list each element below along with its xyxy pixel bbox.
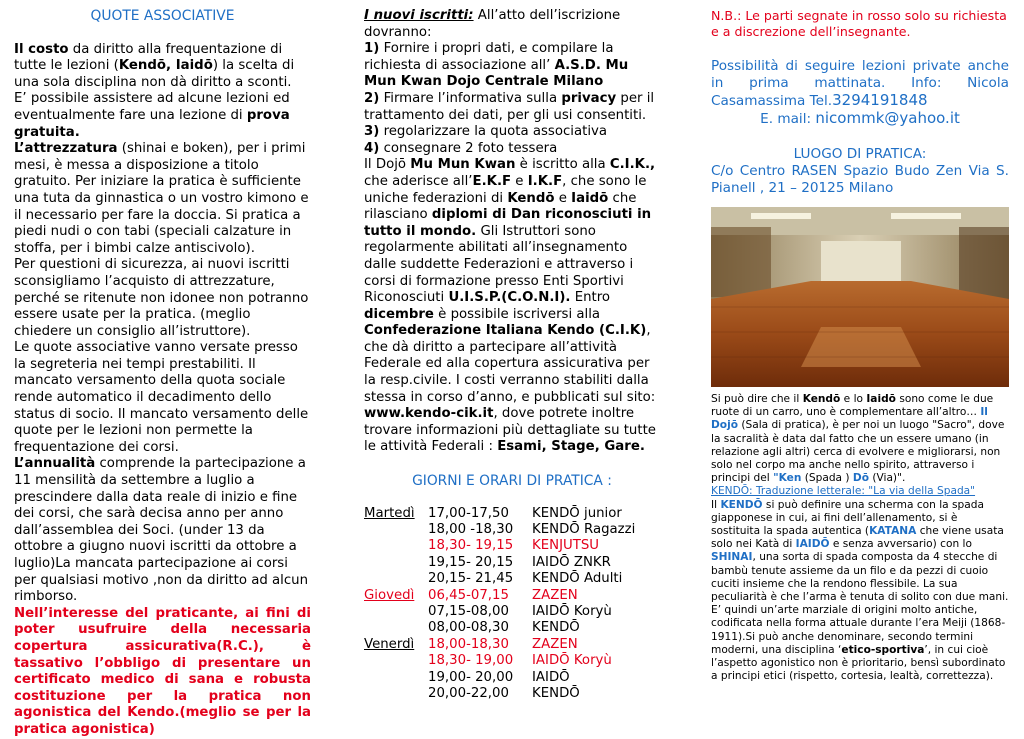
step-2 bbox=[364, 91, 660, 124]
iaido: Iaidō bbox=[571, 190, 609, 206]
cost-paragraph bbox=[14, 42, 311, 92]
schedule-activity: KENDŌ Ragazzi bbox=[532, 522, 636, 538]
schedule-row bbox=[364, 571, 660, 587]
text: che rilasciano bbox=[364, 190, 637, 223]
activities: Esami, Stage, Gare. bbox=[497, 439, 645, 455]
step-3 bbox=[364, 124, 660, 141]
email-link[interactable]: nicommk@yahoo.it bbox=[815, 109, 960, 127]
equipment-label: L’attrezzatura bbox=[14, 141, 118, 157]
schedule-time: 08,00-08,30 bbox=[428, 620, 509, 636]
location-address: C/o Centro RASEN Spazio Budo Zen Via S. Pianell , 21 – 20125 Milano bbox=[711, 163, 1009, 196]
phone-number[interactable]: 3294191848 bbox=[832, 91, 928, 109]
schedule-row bbox=[364, 686, 660, 702]
cost-text: da diritto alla frequentazione di tutte le lezioni ( bbox=[14, 41, 283, 74]
text: che viene usata solo nei Katà di bbox=[711, 525, 1004, 551]
schedule-time: 18,30- 19,15 bbox=[428, 538, 514, 554]
schedule-day bbox=[364, 604, 428, 620]
cik: C.I.K., bbox=[609, 157, 656, 173]
schedule-day bbox=[364, 571, 428, 587]
schedule-activity: IAIDŌ ZNKR bbox=[532, 554, 611, 570]
schedule-row bbox=[364, 555, 660, 571]
annual-label: L’annualità bbox=[14, 456, 96, 472]
schedule-activity: KENDŌ bbox=[532, 686, 580, 702]
schedule-day bbox=[364, 538, 428, 554]
fees-paragraph: Le quote associative vanno versate presso la segreteria nei tempi prestabiliti. Il mancato versamento della quota sociale rende automatico il decadimento dello status di socio. Il mancato versamento delle quote per le lezioni non permette la frequentazione dei corsi. bbox=[14, 340, 309, 455]
text: e bbox=[511, 173, 528, 189]
katana: KATANA bbox=[869, 525, 917, 538]
schedule-activity: IAIDŌ Koryù bbox=[532, 653, 612, 669]
intro-paragraph bbox=[364, 8, 660, 41]
schedule-day bbox=[364, 522, 428, 538]
text: (Via)". bbox=[868, 472, 906, 485]
schedule-time: 06,45-07,15 bbox=[428, 587, 509, 603]
cik-website-link[interactable]: www.kendo-cik.it bbox=[364, 406, 494, 422]
schedule-day bbox=[364, 686, 428, 702]
medical-paragraph: Nell’interesse del praticante, ai fini di poter usufruire della necessaria copertura assicurativa(R.C.), è tassativo l’obbligo di presentare un certificato medico di sana e robusta costituzione per la pratica non agonistica del Kendo.(meglio se per la pratica agonistica) bbox=[14, 605, 311, 737]
trial-paragraph bbox=[14, 91, 311, 141]
step-text: Fornire i propri dati, e compilare la richiesta di associazione all’ bbox=[364, 41, 614, 73]
step-text-end: per il trattamento dei dati, per gli usi consentiti. bbox=[364, 90, 655, 123]
schedule-day bbox=[364, 620, 428, 636]
schedule-row bbox=[364, 653, 660, 669]
text: Entro bbox=[570, 290, 611, 306]
step-text: Firmare l’informativa sulla bbox=[379, 90, 562, 106]
text: e senza avversario) con lo bbox=[829, 538, 972, 551]
iaido: Iaidō bbox=[866, 393, 896, 405]
schedule-title: GIORNI E ORARI DI PRATICA : bbox=[412, 473, 612, 490]
annual-paragraph bbox=[14, 456, 311, 605]
do: Dō bbox=[852, 472, 869, 485]
schedule-time: 17,00-17,50 bbox=[428, 505, 509, 521]
equipment-text: (shinai e boken), per i primi mesi, è messa a disposizione a titolo gratuito. Per iniziare la pratica è sufficiente una tuta da ginnastica o un vostro kimono e il necessario per fare la doccia. Si pratica a piedi nudi o con tabi (speciali calzature in stoffa, per i bimbi calze antiscivolo). bbox=[14, 141, 309, 256]
safety-paragraph: Per questioni di sicurezza, ai nuovi iscritti sconsigliamo l’acquisto di attrezzature, perché se ritenute non idonee non potranno essere usate per la pratica. (meglio chiedere un consiglio all’istruttore). bbox=[14, 257, 309, 339]
text: , che dà diritto a partecipare all’attività Federale ed alla copertura assicurativa per la resp.civile. I costi verranno stabiliti dalla stessa in corso d’anno, e pubblicati sul sito: bbox=[364, 323, 656, 405]
text: Il bbox=[711, 498, 721, 511]
text: e lo bbox=[840, 393, 867, 405]
cik-full: Confederazione Italiana Kendo (C.I.K) bbox=[364, 323, 647, 339]
ekf: E.K.F bbox=[472, 173, 512, 189]
schedule-activity: ZAZEN bbox=[532, 636, 578, 652]
text: e bbox=[554, 190, 572, 206]
schedule-day: Giovedì bbox=[364, 587, 415, 603]
kendo-iaido-description bbox=[711, 393, 1009, 485]
kendo: Kendō bbox=[802, 393, 841, 405]
schedule-table bbox=[364, 506, 660, 703]
schedule-day bbox=[364, 670, 428, 686]
schedule-activity: IAIDŌ Koryù bbox=[532, 604, 612, 620]
trial-bold: prova gratuita. bbox=[14, 107, 290, 140]
column-info bbox=[711, 8, 1009, 683]
schedule-row bbox=[364, 637, 660, 653]
uisp: U.I.S.P.(C.O.N.I). bbox=[448, 290, 571, 306]
schedule-activity: KENJUTSU bbox=[532, 538, 600, 554]
email-line bbox=[711, 110, 1009, 128]
schedule-activity: KENDŌ junior bbox=[532, 505, 622, 521]
text: , una sorta di spada composta da 4 stecche di bambù tenute assieme da un filo e da pezzi di cuoio cuciti insieme che la rendono flessibile. La sua peculiarità è che l’arma è tenuta di solito con due mani. E’ quindi un’arte marziale di origini molto antiche, codificata nella forma attuale durante l’era Meiji (1868-1911).Si può anche denominare, secondo termini moderni, una disciplina ‘ bbox=[711, 551, 1009, 656]
schedule-time: 18,30- 19,00 bbox=[428, 653, 514, 669]
federation-paragraph bbox=[364, 157, 660, 456]
annual-text: comprende la partecipazione a 11 mensilità da settembre a luglio a prescindere dalla data reale di inizio e fine dei corsi, che sarà decisa anno per anno dall’assemblea dei Soci. (under 13 da ottobre a giugno nuovi iscritti da ottobre a luglio)La mancata partecipazione ai corsi per qualsiasi motivo ,non da diritto ad alcun rimborso. bbox=[14, 456, 309, 605]
schedule-time: 07,15-08,00 bbox=[428, 604, 509, 620]
schedule-day bbox=[364, 653, 428, 669]
kendo-definition bbox=[711, 499, 1009, 684]
column-iscrizione bbox=[364, 8, 660, 703]
privacy-word: privacy bbox=[561, 90, 617, 106]
private-lessons-info bbox=[711, 58, 1009, 110]
text: (Sala di pratica), è per noi un luogo "Sacro", dove la sacralità è data dal fatto che un essere umano (in relazione agli altri) cerca di evolvere e migliorarsi, non solo nel corpo ma anche nello spirito, attraverso i principi del bbox=[711, 419, 1005, 485]
text: Si può dire che il bbox=[711, 393, 803, 405]
text: è iscritto alla bbox=[515, 157, 610, 173]
disciplines: Kendō, Iaidō bbox=[118, 58, 213, 74]
schedule-row bbox=[364, 506, 660, 522]
step-1 bbox=[364, 41, 660, 91]
text: Gli Istruttori sono regolarmente abilitati all’insegnamento dalle suddette Federazioni e attraverso i corsi di formazione presso Enti Sportivi Riconosciuti bbox=[364, 223, 634, 306]
step-number: 2) bbox=[364, 90, 380, 106]
ken: "Ken bbox=[773, 472, 802, 485]
text: , dove potrete inoltre trovare informazioni più dettagliate su tutte le attività Federali : bbox=[364, 406, 656, 455]
december: dicembre bbox=[364, 306, 434, 322]
step-number: 3) bbox=[364, 124, 380, 140]
diplomas: diplomi di Dan riconosciuti in tutto il mondo. bbox=[364, 207, 652, 239]
dojo-name: Mu Mun Kwan bbox=[410, 157, 516, 173]
nb-note: N.B.: Le parti segnate in rosso solo su richiesta e a discrezione dell’insegnante. bbox=[711, 8, 1007, 39]
text: è possibile iscriversi alla bbox=[433, 306, 601, 322]
equipment-paragraph bbox=[14, 141, 311, 257]
text: (Spada ) bbox=[801, 472, 853, 485]
cost-text-end: ) la scelta di una sola disciplina non dà diritto a sconti. bbox=[14, 58, 295, 90]
text: , che sono le uniche federazioni di bbox=[364, 173, 647, 206]
step-number: 4) bbox=[364, 140, 380, 156]
schedule-row bbox=[364, 522, 660, 538]
step-number: 1) bbox=[364, 41, 380, 57]
association-name: A.S.D. Mu Mun Kwan Dojo Centrale Milano bbox=[364, 57, 629, 90]
schedule-time: 19,00- 20,00 bbox=[428, 669, 514, 685]
kendo: Kendō bbox=[507, 190, 555, 206]
schedule-day bbox=[364, 555, 428, 571]
schedule-activity: ZAZEN bbox=[532, 587, 578, 603]
text: si può definire una scherma con la spada giapponese in cui, ai fini dell’allenamento, si è sostituita la spada autentica ( bbox=[711, 498, 984, 538]
location-title: LUOGO DI PRATICA: bbox=[793, 146, 927, 162]
shinai: SHINAI bbox=[711, 551, 753, 564]
schedule-row bbox=[364, 588, 660, 604]
email-label: E. mail: bbox=[760, 111, 816, 127]
schedule-day: Martedì bbox=[364, 505, 415, 521]
column-quote-associative bbox=[14, 8, 311, 739]
info-text: Possibilità di seguire lezioni private anche in prima mattinata. Info: Nicola Casamassima Tel. bbox=[711, 58, 1009, 109]
schedule-row bbox=[364, 620, 660, 636]
schedule-time: 20,00-22,00 bbox=[428, 686, 509, 702]
dojo-photo bbox=[711, 207, 1009, 387]
schedule-activity: KENDŌ Adulti bbox=[532, 571, 623, 587]
text: sono come le due ruote di un carro, uno è complementare all’altro… bbox=[711, 393, 994, 419]
dojo-photo-image bbox=[711, 207, 1009, 387]
schedule-time: 19,15- 20,15 bbox=[428, 554, 514, 570]
ikf: I.K.F bbox=[527, 173, 563, 189]
schedule-time: 18,00-18,30 bbox=[428, 636, 509, 652]
schedule-day: Venerdì bbox=[364, 636, 415, 652]
schedule-row bbox=[364, 538, 660, 554]
schedule-time: 20,15- 21,45 bbox=[428, 571, 514, 587]
text: Il Dojō bbox=[364, 157, 411, 173]
cost-label: Il costo bbox=[14, 41, 69, 57]
kendo-translation: KENDŌ: Traduzione letterale: "La via della Spada" bbox=[711, 485, 976, 498]
iaido: IAIDŌ bbox=[795, 538, 830, 551]
step-4 bbox=[364, 141, 660, 158]
intro-text: All’atto dell’iscrizione dovranno: bbox=[364, 8, 621, 40]
dojo: Il Dojō bbox=[711, 406, 988, 432]
schedule-time: 18,00 -18,30 bbox=[428, 522, 514, 538]
schedule-activity: KENDŌ bbox=[532, 620, 580, 636]
trial-text: E’ possibile assistere ad alcune lezioni ed eventualmente fare una lezione di bbox=[14, 91, 290, 123]
schedule-activity: IAIDŌ bbox=[532, 669, 570, 685]
etico-sportiva: etico-sportiva bbox=[841, 643, 925, 656]
schedule-row bbox=[364, 604, 660, 620]
schedule-row bbox=[364, 670, 660, 686]
text: che aderisce all’ bbox=[364, 173, 473, 189]
kendo: KENDŌ bbox=[720, 498, 763, 511]
quote-title: QUOTE ASSOCIATIVE bbox=[90, 8, 235, 24]
step-text: regolarizzare la quota associativa bbox=[379, 124, 608, 140]
intro-label: I nuovi iscritti: bbox=[364, 8, 474, 23]
step-text: consegnare 2 foto tessera bbox=[379, 140, 558, 156]
text: ’, in cui cioè l’aspetto agonistico non è prioritario, bensì subordinato a principi etici (rispetto, cortesia, lealtà, correttezza). bbox=[711, 643, 1006, 683]
